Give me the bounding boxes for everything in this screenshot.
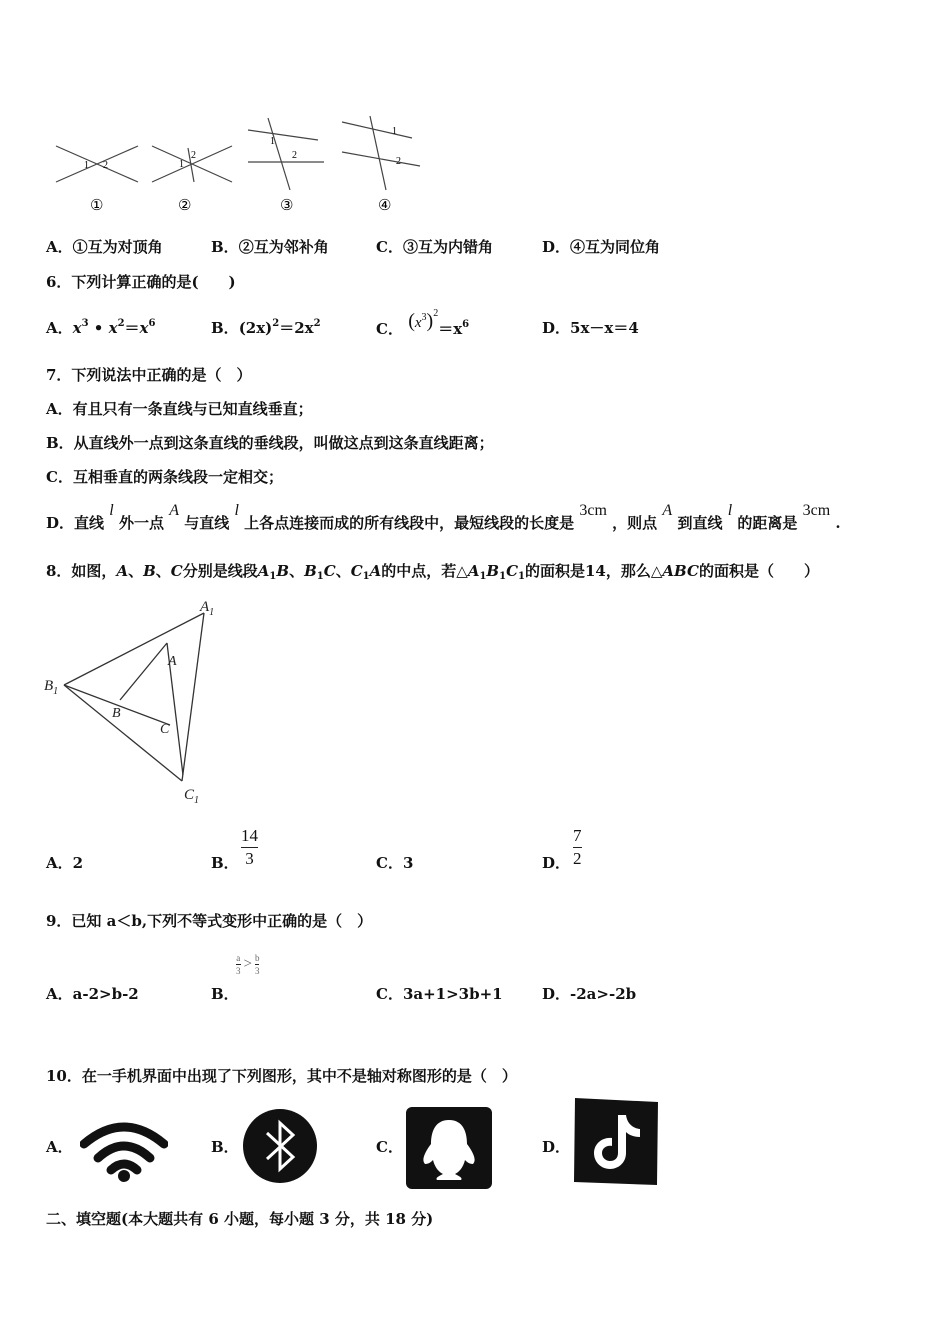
q6-stem: 6．下列计算正确的是( ) bbox=[46, 273, 236, 291]
q6-option-d[interactable]: D．5x－x＝4 bbox=[542, 319, 639, 337]
q8-option-b[interactable]: B． bbox=[211, 854, 239, 872]
q10-option-b[interactable]: B． bbox=[211, 1138, 239, 1156]
q6-option-c[interactable]: C． $(x^3)^2=x^6$ bbox=[376, 308, 470, 338]
q8-label-b1: $B_1$ bbox=[44, 678, 59, 697]
q5-figure-label-2: ② bbox=[178, 198, 192, 214]
q8-option-d[interactable]: D． bbox=[542, 854, 571, 872]
q8-label-b: B bbox=[112, 706, 121, 721]
q5-option-d[interactable]: D．④互为同位角 bbox=[542, 238, 661, 256]
bluetooth-icon bbox=[241, 1107, 319, 1185]
section2-title: 二、填空题(本大题共有 6 小题，每小题 3 分，共 18 分) bbox=[46, 1210, 434, 1228]
q5-fig2-angle-1: 1 bbox=[179, 159, 184, 170]
q5-fig1-angle-2: 2 bbox=[103, 160, 108, 171]
q5-fig3-angle-2: 2 bbox=[292, 150, 297, 161]
q5-option-b[interactable]: B．②互为邻补角 bbox=[211, 238, 329, 256]
q8-option-d-fraction: 7 2 bbox=[573, 826, 582, 868]
q5-figure-label-4: ④ bbox=[378, 198, 392, 214]
q5-fig4-angle-2: 2 bbox=[396, 156, 401, 167]
q8-label-c: C bbox=[160, 722, 170, 737]
qq-penguin-icon bbox=[405, 1106, 493, 1190]
q8-stem: 8．如图，A、B、C分别是线段$A_1B$、$B_1C$、$C_1A$的中点，若$\triangle A_1B_1C_1$的面积是14，那么△ABC的面积是（ ） bbox=[46, 562, 819, 582]
q5-option-c[interactable]: C．③互为内错角 bbox=[376, 238, 493, 256]
q5-figure-label-3: ③ bbox=[280, 198, 294, 214]
q5-figure-4 bbox=[342, 116, 420, 190]
q5-fig3-angle-1: 1 bbox=[270, 136, 275, 147]
q6-option-a[interactable]: A．$x^3$ • $x^2=x^6$ bbox=[46, 318, 156, 337]
q5-fig4-angle-1: 1 bbox=[392, 126, 397, 137]
q9-option-b[interactable]: B． bbox=[211, 985, 239, 1003]
q7-option-a[interactable]: A．有且只有一条直线与已知直线垂直； bbox=[46, 400, 313, 418]
q10-option-a[interactable]: A． bbox=[46, 1138, 73, 1156]
q8-option-c[interactable]: C．3 bbox=[376, 854, 414, 872]
q8-triangle-figure bbox=[40, 595, 240, 810]
q8-option-a[interactable]: A．2 bbox=[46, 854, 84, 872]
q5-figure-1 bbox=[56, 146, 138, 182]
q8-label-a: A bbox=[168, 654, 177, 669]
wifi-icon bbox=[80, 1118, 168, 1184]
q8-option-b-fraction: 14 3 bbox=[241, 826, 258, 868]
q8-label-c1: $C_1$ bbox=[184, 787, 200, 806]
q5-figure-3 bbox=[248, 118, 324, 190]
q10-option-d[interactable]: D． bbox=[542, 1138, 571, 1156]
q9-option-a[interactable]: A．a-2>b-2 bbox=[46, 985, 139, 1003]
q7-option-b[interactable]: B．从直线外一点到这条直线的垂线段，叫做这点到这条直线距离； bbox=[46, 434, 494, 452]
q5-fig2-angle-2: 2 bbox=[191, 150, 196, 161]
q7-option-c[interactable]: C．互相垂直的两条线段一定相交； bbox=[46, 468, 283, 486]
q5-option-a[interactable]: A．①互为对顶角 bbox=[46, 238, 163, 256]
q10-stem: 10．在一手机界面中出现了下列图形，其中不是轴对称图形的是（ ） bbox=[46, 1067, 517, 1085]
q5-fig1-angle-1: 1 bbox=[84, 160, 89, 171]
q10-option-c[interactable]: C． bbox=[376, 1138, 403, 1156]
q7-stem: 7．下列说法中正确的是（ ） bbox=[46, 366, 252, 384]
q6-option-b[interactable]: B．$(2x)^2=2x^2$ bbox=[211, 318, 321, 337]
q8-label-a1: $A_1$ bbox=[200, 599, 215, 618]
q9-option-d[interactable]: D．-2a>-2b bbox=[542, 985, 637, 1003]
q9-stem: 9．已知 a＜b,下列不等式变形中正确的是（ ） bbox=[46, 912, 373, 930]
q7-option-d[interactable]: D．直线 l 外一点 A 与直线 l 上各点连接而成的所有线段中，最短线段的长度是 3cm ，则点 A 到直线 l 的距离是 3cm . bbox=[46, 502, 841, 532]
q5-figure-label-1: ① bbox=[90, 198, 104, 214]
q9-option-c[interactable]: C．3a+1>3b+1 bbox=[376, 985, 503, 1003]
q9-option-b-expression: $\frac{a}{3}$ > $\frac{b}{3}$ bbox=[236, 953, 260, 976]
tiktok-icon bbox=[572, 1097, 660, 1187]
q5-figures bbox=[40, 110, 440, 220]
